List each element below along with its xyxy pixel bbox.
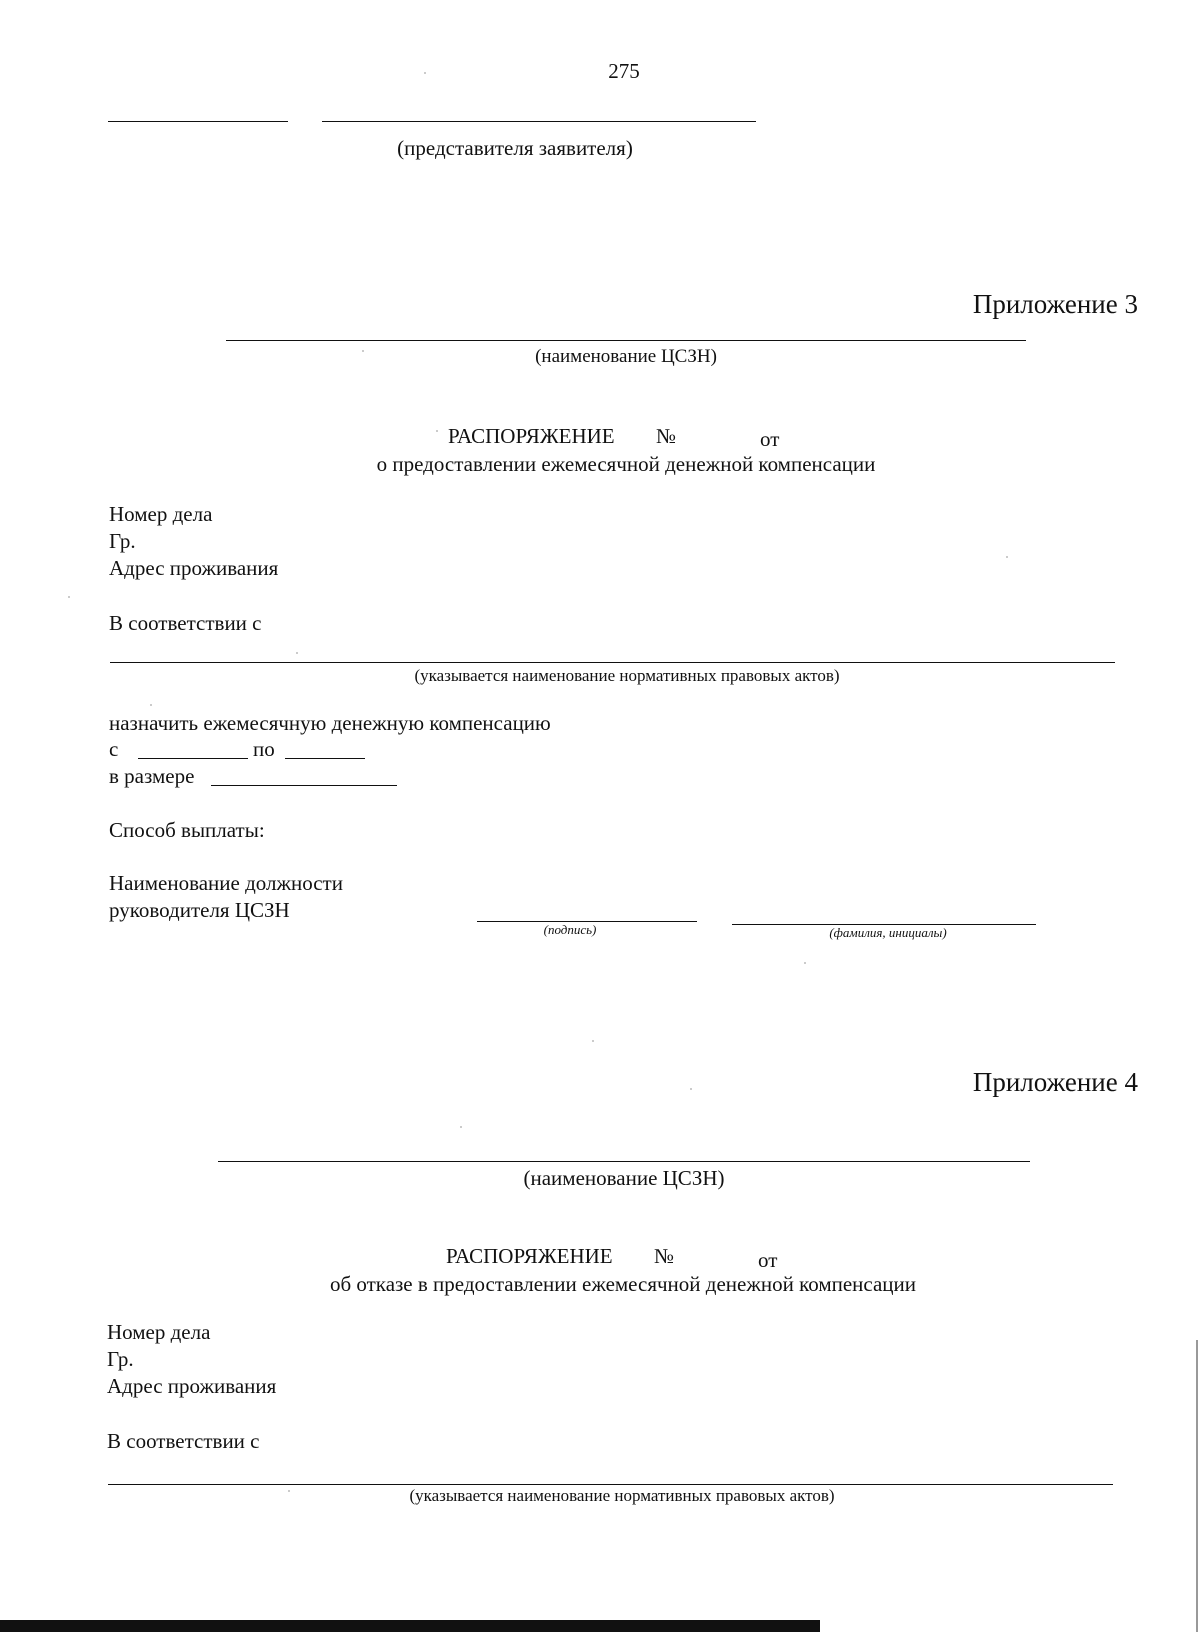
to-date-line bbox=[285, 758, 365, 759]
case-number-label: Номер дела bbox=[109, 502, 213, 526]
case-number-label: Номер дела bbox=[107, 1320, 211, 1344]
date-word: от bbox=[758, 1248, 778, 1272]
name-line bbox=[322, 121, 756, 122]
legal-acts-line bbox=[110, 662, 1115, 663]
scan-edge bbox=[1196, 1340, 1198, 1632]
acts-caption: (указывается наименование нормативных правовых актов) bbox=[409, 1486, 835, 1505]
scan-bottom-edge bbox=[0, 1620, 820, 1632]
accordance-label: В соответствии с bbox=[109, 611, 262, 635]
amount-label: в размере bbox=[109, 764, 195, 788]
assign-text: назначить ежемесячную денежную компенсацию bbox=[109, 711, 551, 735]
address-label: Адрес проживания bbox=[107, 1374, 277, 1398]
scan-speck bbox=[690, 1088, 692, 1090]
scan-speck bbox=[460, 1126, 462, 1128]
appendix-4-label: Приложение 4 bbox=[972, 1067, 1138, 1097]
scan-speck bbox=[436, 430, 438, 432]
number-sign: № bbox=[654, 1244, 675, 1268]
order-title: РАСПОРЯЖЕНИЕ bbox=[446, 1244, 613, 1268]
from-date-line bbox=[138, 758, 248, 759]
citizen-label: Гр. bbox=[107, 1347, 134, 1371]
address-label: Адрес проживания bbox=[109, 556, 279, 580]
from-label: с bbox=[109, 737, 119, 761]
scan-speck bbox=[68, 596, 70, 598]
order-subtitle: об отказе в предоставлении ежемесячной денежной компенсации bbox=[329, 1272, 917, 1296]
citizen-label: Гр. bbox=[109, 529, 136, 553]
acts-caption: (указывается наименование нормативных правовых актов) bbox=[414, 666, 840, 685]
org-name-line bbox=[218, 1161, 1030, 1162]
page-number: 275 bbox=[608, 59, 640, 83]
position-label-line2: руководителя ЦСЗН bbox=[109, 898, 290, 922]
order-subtitle: о предоставлении ежемесячной денежной компенсации bbox=[376, 452, 876, 476]
signature-line bbox=[108, 121, 288, 122]
scan-speck bbox=[288, 1490, 290, 1492]
appendix-3-label: Приложение 3 bbox=[972, 289, 1138, 319]
position-label-line1: Наименование должности bbox=[109, 871, 343, 895]
representative-caption: (представителя заявителя) bbox=[397, 136, 633, 160]
date-word: от bbox=[760, 427, 780, 451]
org-caption: (наименование ЦСЗН) bbox=[535, 346, 717, 367]
scan-speck bbox=[804, 962, 806, 964]
to-label: по bbox=[253, 737, 275, 761]
payment-method-label: Способ выплаты: bbox=[109, 818, 265, 842]
scan-speck bbox=[150, 704, 152, 706]
name-initials-caption: (фамилия, инициалы) bbox=[829, 925, 947, 940]
accordance-label: В соответствии с bbox=[107, 1429, 260, 1453]
org-caption: (наименование ЦСЗН) bbox=[523, 1166, 725, 1190]
order-title: РАСПОРЯЖЕНИЕ bbox=[448, 424, 615, 448]
scan-speck bbox=[424, 72, 426, 74]
amount-line bbox=[211, 785, 397, 786]
org-name-line bbox=[226, 340, 1026, 341]
scan-speck bbox=[592, 1040, 594, 1042]
scan-speck bbox=[362, 350, 364, 352]
number-sign: № bbox=[656, 424, 677, 448]
scan-speck bbox=[1006, 556, 1008, 558]
scan-speck bbox=[296, 652, 298, 654]
signature-caption: (подпись) bbox=[543, 922, 597, 937]
